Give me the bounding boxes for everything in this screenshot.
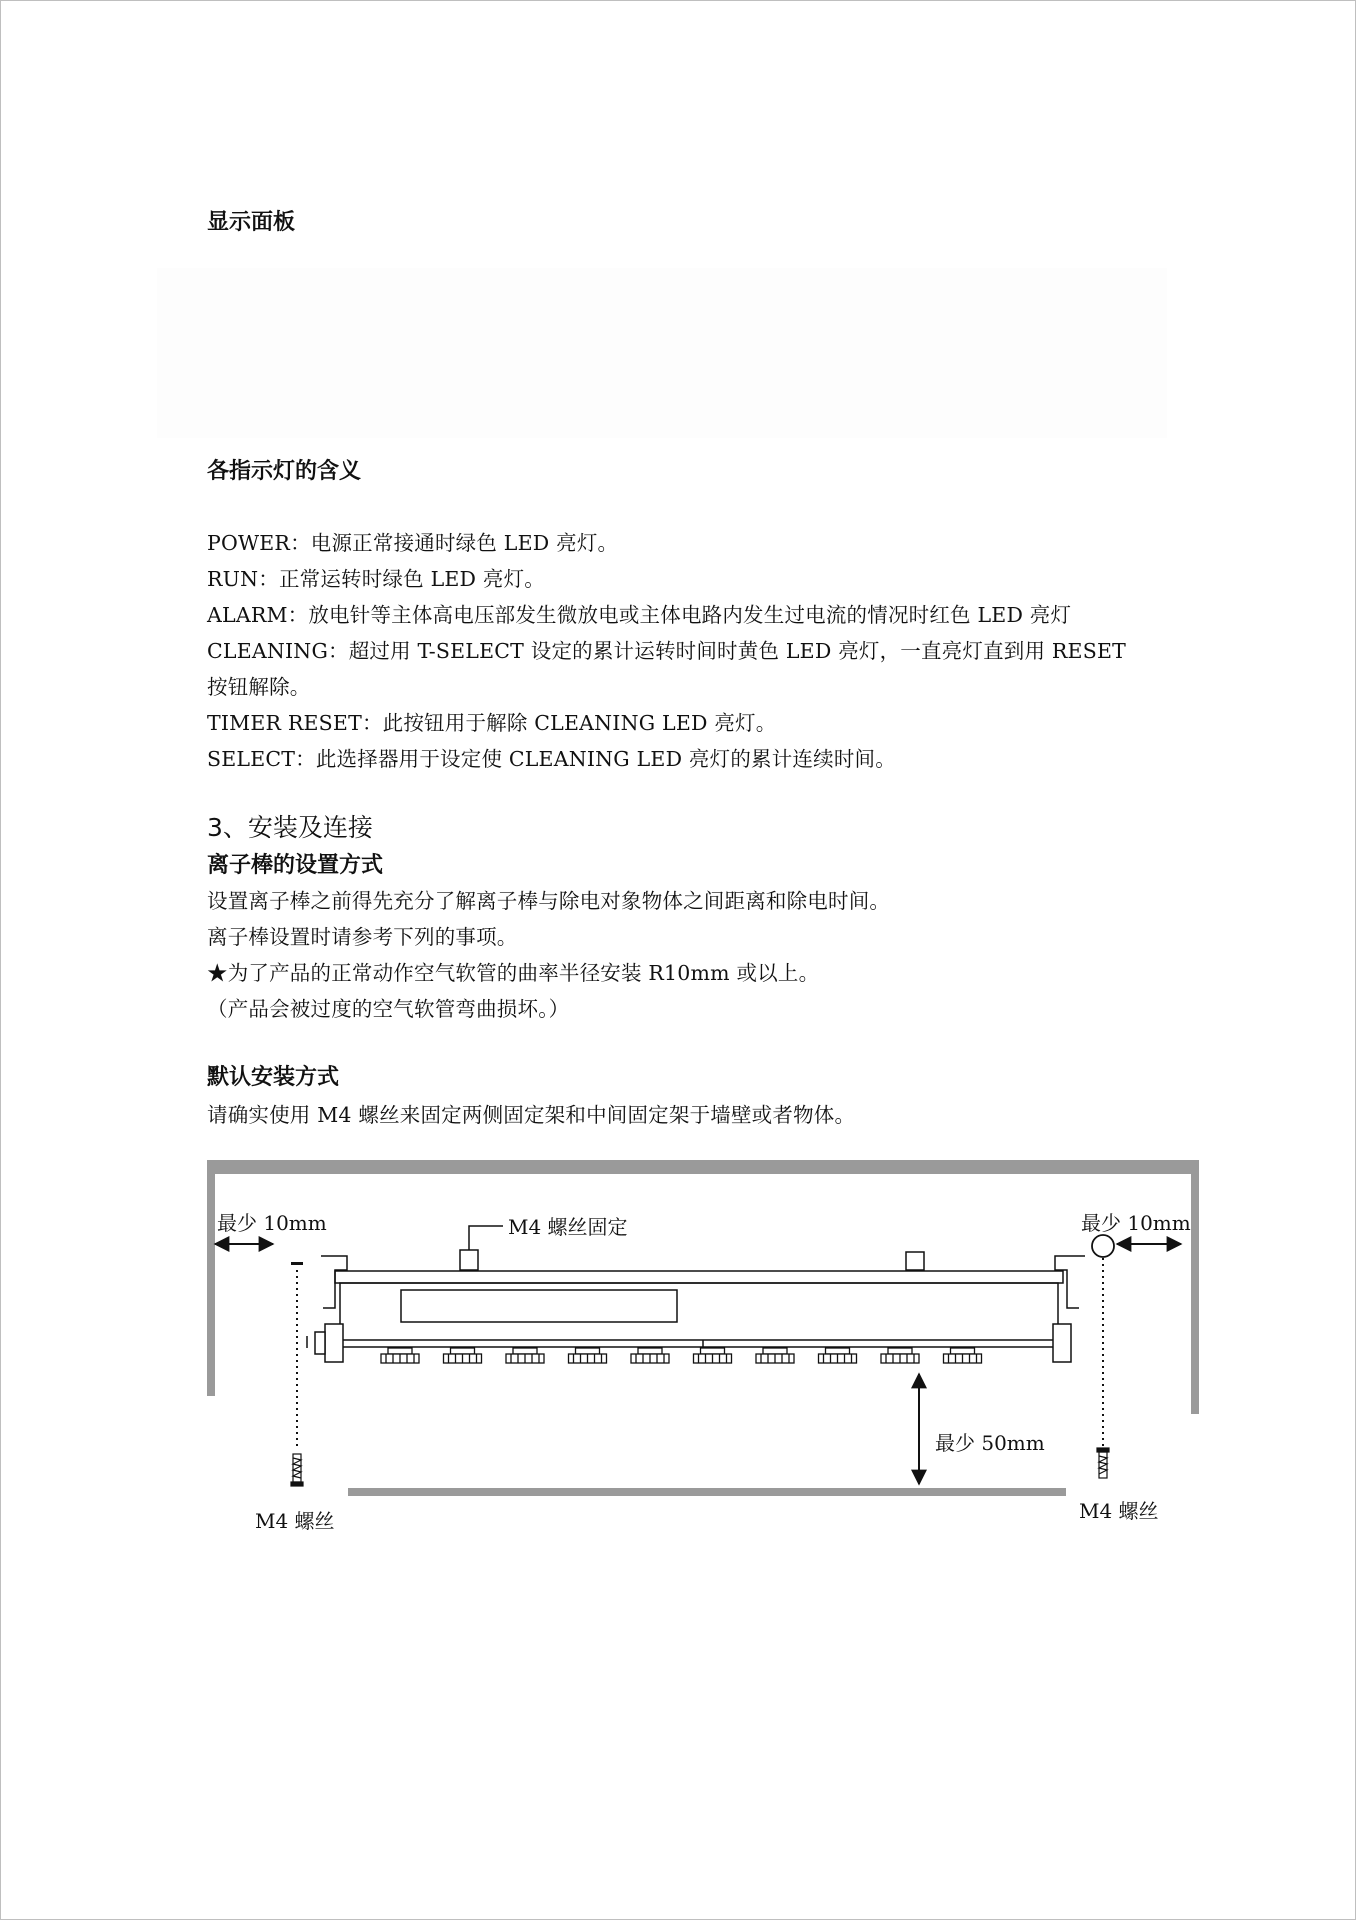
display-panel-image-area xyxy=(157,268,1167,438)
indicators-heading: 各指示灯的含义 xyxy=(207,459,362,484)
indicator-line-cleaning-cont: 按钮解除。 xyxy=(207,675,311,699)
emitter-row xyxy=(381,1348,982,1363)
mounting-diagram xyxy=(205,1158,1201,1538)
fix-label: M4 螺丝固定 xyxy=(508,1215,628,1239)
emitter-head-icon xyxy=(756,1348,794,1363)
install-line-2: 离子棒设置时请参考下列的事项。 xyxy=(207,925,518,949)
fix-leader-line xyxy=(469,1226,503,1250)
left-screw-icon xyxy=(291,1454,303,1486)
install-subheading: 离子棒的设置方式 xyxy=(207,853,384,878)
install-heading: 3、安装及连接 xyxy=(207,813,373,842)
indicator-line-power: POWER：电源正常接通时绿色 LED 亮灯。 xyxy=(207,531,619,555)
display-panel-heading: 显示面板 xyxy=(207,210,296,235)
default-install-line: 请确实使用 M4 螺丝来固定两侧固定架和中间固定架于墙壁或者物体。 xyxy=(207,1103,856,1127)
emitter-head-icon xyxy=(631,1348,669,1363)
default-install-heading: 默认安装方式 xyxy=(207,1065,340,1090)
indicator-line-alarm: ALARM：放电针等主体高电压部发生微放电或主体电路内发生过电流的情况时红色 LED 亮灯 xyxy=(207,603,1072,627)
emitter-head-icon xyxy=(694,1348,732,1363)
right-screw-label: M4 螺丝 xyxy=(1079,1499,1159,1523)
install-line-3: ★为了产品的正常动作空气软管的曲率半径安装 R10mm 或以上。 xyxy=(207,961,820,985)
ion-bar xyxy=(307,1250,1085,1362)
emitter-head-icon xyxy=(881,1348,919,1363)
indicator-line-select: SELECT：此选择器用于设定使 CLEANING LED 亮灯的累计连续时间。 xyxy=(207,747,896,771)
emitter-head-icon xyxy=(506,1348,544,1363)
emitter-head-icon xyxy=(569,1348,607,1363)
emitter-head-icon xyxy=(444,1348,482,1363)
right-clearance-label: 最少 10mm xyxy=(1081,1211,1191,1235)
indicator-line-run: RUN：正常运转时绿色 LED 亮灯。 xyxy=(207,567,545,591)
wall-frame xyxy=(207,1160,1199,1496)
install-line-4: （产品会被过度的空气软管弯曲损坏。） xyxy=(207,997,570,1021)
emitter-head-icon xyxy=(381,1348,419,1363)
indicator-line-cleaning: CLEANING：超过用 T-SELECT 设定的累计运转时间时黄色 LED 亮灯，一直亮灯直到用 RESET xyxy=(207,639,1126,663)
right-screw-icon xyxy=(1097,1448,1109,1478)
bottom-clearance-label: 最少 50mm xyxy=(935,1431,1045,1455)
left-clearance-label: 最少 10mm xyxy=(217,1211,327,1235)
left-screw-label: M4 螺丝 xyxy=(255,1509,335,1533)
left-screw-head-marker xyxy=(291,1262,303,1265)
indicator-line-timer-reset: TIMER RESET：此按钮用于解除 CLEANING LED 亮灯。 xyxy=(207,711,777,735)
emitter-head-icon xyxy=(819,1348,857,1363)
right-clearance-mark-icon xyxy=(1092,1235,1114,1257)
emitter-head-icon xyxy=(944,1348,982,1363)
install-line-1: 设置离子棒之前得先充分了解离子棒与除电对象物体之间距离和除电时间。 xyxy=(207,889,891,913)
